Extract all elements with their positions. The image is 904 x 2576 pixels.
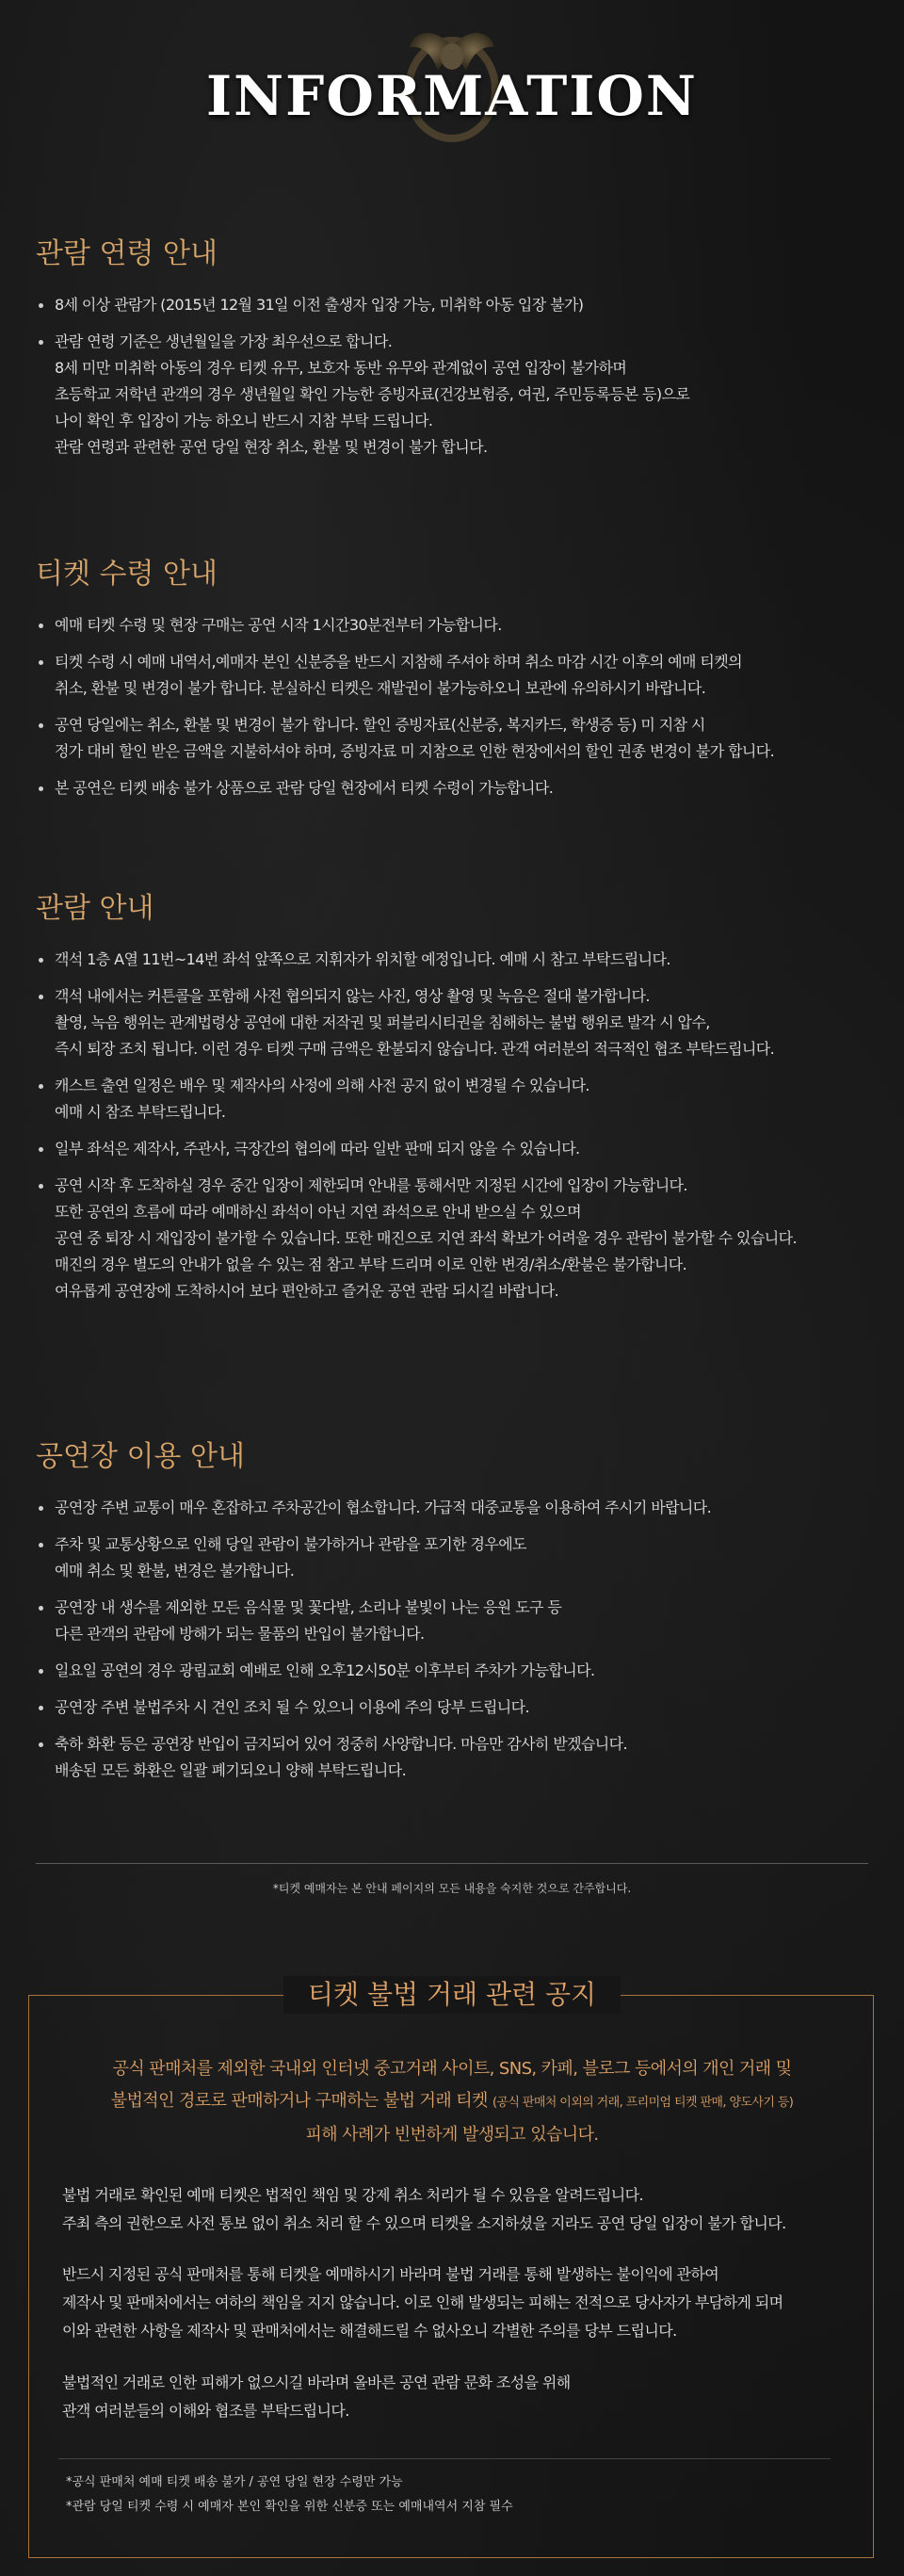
- paragraph-line: 관객 여러분들의 이해와 협조를 부탁드립니다.: [62, 2402, 349, 2420]
- list-item-line: 일요일 공연의 경우 광림교회 예배로 인해 오후12시50분 이후부터 주차가 가능합니다.: [55, 1661, 595, 1679]
- list-item-line: 8세 이상 관람가 (2015년 12월 31일 이전 출생자 입장 가능, 미취학 아동 입장 불가): [55, 296, 584, 314]
- list-item-line: 공연장 주변 불법주차 시 견인 조치 될 수 있으니 이용에 주의 당부 드립니다.: [55, 1698, 529, 1716]
- list-item: [36, 1173, 874, 1304]
- list-item-line: 주차 및 교통상황으로 인해 당일 관람이 불가하거나 관람을 포기한 경우에도: [55, 1535, 526, 1553]
- list-item: [36, 612, 874, 639]
- list-item: [36, 1495, 874, 1521]
- info-list: [36, 947, 874, 1304]
- section-ticket: [36, 556, 874, 812]
- list-item-line: 객석 내에서는 커튼콜을 포함해 사전 협의되지 않는 사진, 영상 촬영 및 녹음은 절대 불가합니다.: [55, 987, 650, 1005]
- paragraph-line: 불법적인 거래로 인한 피해가 없으시길 바라며 올바른 공연 관람 문화 조성을 위해: [62, 2373, 571, 2391]
- list-item-line: 관람 연령 기준은 생년월일을 가장 최우선으로 합니다.: [55, 332, 393, 350]
- section-age: [36, 235, 874, 471]
- list-item-line: 여유롭게 공연장에 도착하시어 보다 편안하고 즐거운 공연 관람 되시길 바랍니다.: [55, 1282, 559, 1300]
- list-item: [36, 1658, 874, 1684]
- list-item-line: 객석 1층 A열 11번~14번 좌석 앞쪽으로 지휘자가 위치할 예정입니다. 예매 시 참고 부탁드립니다.: [55, 950, 670, 968]
- paragraph-line: 주최 측의 권한으로 사전 통보 없이 취소 처리 할 수 있으며 티켓을 소지하셨을 지라도 공연 당일 입장이 불가 합니다.: [62, 2214, 786, 2232]
- list-item-line: 공연 중 퇴장 시 재입장이 불가할 수 있습니다. 또한 매진으로 지연 좌석 확보가 어려울 경우 관람이 불가할 수 있습니다.: [55, 1229, 797, 1247]
- list-item: [36, 1694, 874, 1721]
- agreement-note: *티켓 예매자는 본 안내 페이지의 모든 내용을 숙지한 것으로 간주합니다.: [272, 1882, 632, 1895]
- page-title: INFORMATION: [206, 64, 698, 128]
- section-venue: [36, 1438, 874, 1794]
- notice-highlight: [0, 2053, 904, 2151]
- list-item: [36, 712, 874, 765]
- list-item-line: 공연 당일에는 취소, 환불 및 변경이 불가 합니다. 할인 증빙자료(신분증, 복지카드, 학생증 등) 미 지참 시: [55, 716, 705, 734]
- highlight-line: 공식 판매처를 제외한 국내외 인터넷 중고거래 사이트, SNS, 카페, 블로그 등에서의 개인 거래 및: [112, 2059, 792, 2079]
- paragraph-line: 불법 거래로 확인된 예매 티켓은 법적인 책임 및 강제 취소 처리가 될 수 있음을 알려드립니다.: [62, 2186, 643, 2204]
- paragraph-line: 제작사 및 판매처에서는 여하의 책임을 지지 않습니다. 이로 인해 발생되는 피해는 전적으로 당사자가 부담하게 되며: [62, 2293, 783, 2311]
- footnote: *공식 판매처 예매 티켓 배송 불가 / 공연 당일 현장 수령만 가능: [66, 2475, 403, 2489]
- list-item: [36, 329, 874, 461]
- list-item-line: 예매 취소 및 환불, 변경은 불가합니다.: [55, 1562, 295, 1580]
- list-item-line: 공연 시작 후 도착하실 경우 중간 입장이 제한되며 안내를 통해서만 지정된 시간에 입장이 가능합니다.: [55, 1176, 687, 1194]
- list-item: [36, 1731, 874, 1784]
- list-item-line: 공연장 주변 교통이 매우 혼잡하고 주차공간이 협소합니다. 가급적 대중교통을 이용하여 주시기 바랍니다.: [55, 1499, 712, 1516]
- list-item-line: 티켓 수령 시 예매 내역서,예매자 본인 신분증을 반드시 지참해 주셔야 하며 취소 마감 시간 이후의 예매 티켓의: [55, 653, 742, 671]
- notice-title: 티켓 불법 거래 관련 공지: [283, 1976, 621, 2014]
- list-item-line: 공연장 내 생수를 제외한 모든 음식물 및 꽃다발, 소리나 불빛이 나는 응원 도구 등: [55, 1598, 562, 1616]
- list-item: [36, 649, 874, 702]
- list-item-line: 다른 관객의 관람에 방해가 되는 물품의 반입이 불가합니다.: [55, 1625, 425, 1643]
- section-title: 공연장 이용 안내: [36, 1440, 245, 1473]
- paragraph-line: 반드시 지정된 공식 판매처를 통해 티켓을 예매하시기 바라며 불법 거래를 통해 발생하는 불이익에 관하여: [62, 2265, 719, 2283]
- list-item: [36, 1073, 874, 1126]
- list-item: [36, 947, 874, 973]
- list-item-line: 나이 확인 후 입장이 가능 하오니 반드시 지참 부탁 드립니다.: [55, 412, 433, 429]
- notice-footnotes: [66, 2471, 513, 2519]
- list-item-line: 예매 티켓 수령 및 현장 구매는 공연 시작 1시간30분전부터 가능합니다.: [55, 616, 502, 634]
- highlight-small: (공식 판매처 이외의 거래, 프리미엄 티켓 판매, 양도사기 등): [492, 2096, 794, 2110]
- list-item-line: 정가 대비 할인 받은 금액을 지불하셔야 하며, 증빙자료 미 지참으로 인한 현장에서의 할인 권종 변경이 불가 합니다.: [55, 742, 775, 760]
- list-item: [36, 292, 874, 318]
- notice-title-wrap: [0, 1976, 904, 2014]
- notice-paragraph: [62, 2260, 853, 2345]
- info-list: [36, 1495, 874, 1784]
- list-item-line: 또한 공연의 흐름에 따라 예매하신 좌석이 아닌 지연 좌석으로 안내 받으실 수 있으며: [55, 1203, 581, 1221]
- list-item-line: 캐스트 출연 일정은 배우 및 제작사의 사정에 의해 사전 공지 없이 변경될 수 있습니다.: [55, 1077, 589, 1094]
- notice-paragraph: [62, 2369, 853, 2425]
- list-item-line: 축하 화환 등은 공연장 반입이 금지되어 있어 정중히 사양합니다. 마음만 감사히 받겠습니다.: [55, 1735, 627, 1753]
- list-item-line: 일부 좌석은 제작사, 주관사, 극장간의 협의에 따라 일반 판매 되지 않을 수 있습니다.: [55, 1140, 580, 1158]
- info-list: [36, 292, 874, 461]
- list-item: [36, 1595, 874, 1647]
- section-title: 티켓 수령 안내: [36, 558, 218, 591]
- divider: [36, 1863, 868, 1864]
- header: [0, 0, 904, 179]
- list-item-line: 매진의 경우 별도의 안내가 없을 수 있는 점 참고 부탁 드리며 이로 인한 변경/취소/환불은 불가합니다.: [55, 1256, 687, 1273]
- list-item-line: 예매 시 참조 부탁드립니다.: [55, 1103, 226, 1121]
- info-list: [36, 612, 874, 802]
- section-title: 관람 안내: [36, 892, 154, 925]
- list-item-line: 즉시 퇴장 조치 됩니다. 이런 경우 티켓 구매 금액은 환불되지 않습니다. 관객 여러분의 적극적인 협조 부탁드립니다.: [55, 1040, 775, 1058]
- list-item-line: 취소, 환불 및 변경이 불가 합니다. 분실하신 티켓은 재발권이 불가능하오니 보관에 유의하시기 바랍니다.: [55, 679, 706, 697]
- list-item-line: 관람 연령과 관련한 공연 당일 현장 취소, 환불 및 변경이 불가 합니다.: [55, 438, 488, 456]
- section-viewing: [36, 890, 874, 1315]
- list-item-line: 촬영, 녹음 행위는 관계법령상 공연에 대한 저작권 및 퍼블리시티권을 침해하는 불법 행위로 발각 시 압수,: [55, 1013, 710, 1031]
- section-title: 관람 연령 안내: [36, 237, 218, 270]
- divider: [58, 2458, 831, 2459]
- list-item-line: 8세 미만 미취학 아동의 경우 티켓 유무, 보호자 동반 유무와 관계없이 공연 입장이 불가하며: [55, 359, 627, 377]
- highlight-main: 불법적인 경로로 판매하거나 구매하는 불법 거래 티켓: [110, 2091, 488, 2111]
- notice-paragraph: [62, 2181, 853, 2238]
- list-item: [36, 775, 874, 802]
- paragraph-line: 이와 관련한 사항을 제작사 및 판매처에서는 해결해드릴 수 없사오니 각별한 주의를 당부 드립니다.: [62, 2322, 677, 2340]
- highlight-line: 피해 사례가 빈번하게 발생되고 있습니다.: [305, 2125, 599, 2145]
- list-item-line: 본 공연은 티켓 배송 불가 상품으로 관람 당일 현장에서 티켓 수령이 가능합니다.: [55, 779, 554, 797]
- list-item: [36, 1136, 874, 1162]
- footnote: *관람 당일 티켓 수령 시 예매자 본인 확인을 위한 신분증 또는 예매내역서 지참 필수: [66, 2500, 513, 2514]
- list-item: [36, 983, 874, 1062]
- list-item-line: 초등학교 저학년 관객의 경우 생년월일 확인 가능한 증빙자료(건강보험증, 여권, 주민등록등본 등)으로: [55, 385, 690, 403]
- list-item-line: 배송된 모든 화환은 일괄 폐기되오니 양해 부탁드립니다.: [55, 1761, 407, 1779]
- highlight-line: [0, 2085, 904, 2119]
- list-item: [36, 1531, 874, 1584]
